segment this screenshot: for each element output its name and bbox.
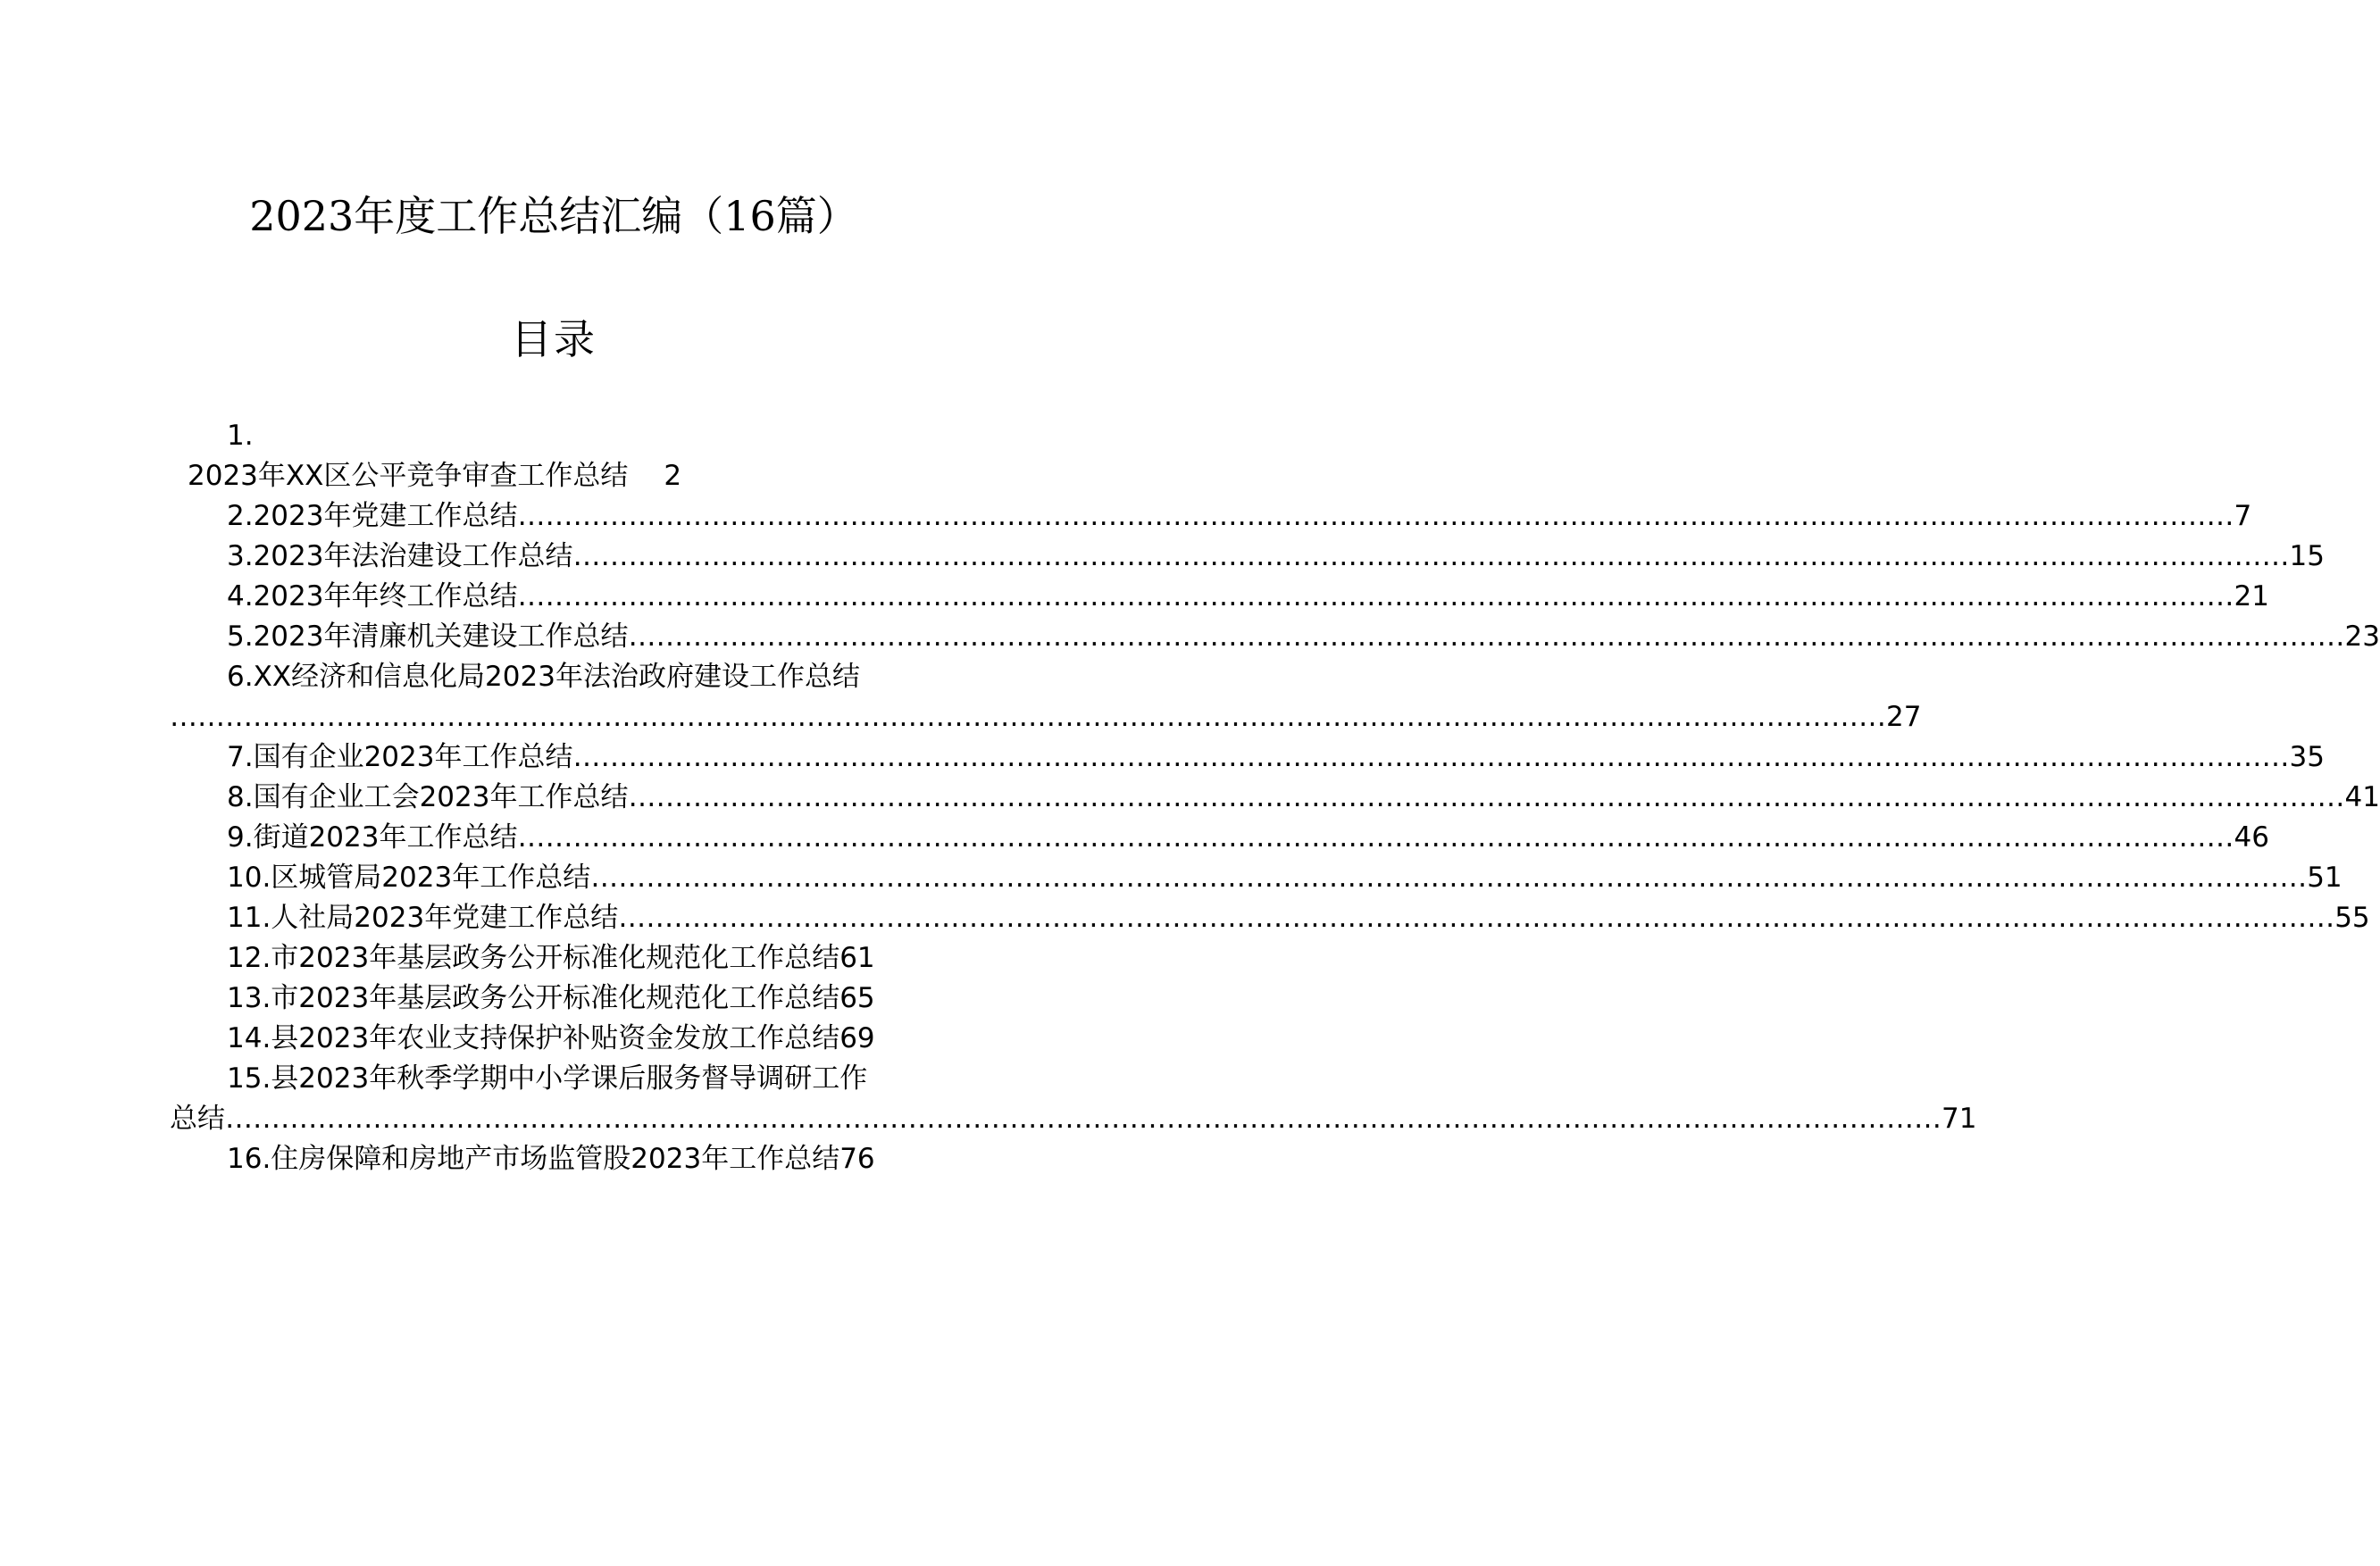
toc-entry-page: 27 xyxy=(1886,701,1922,733)
toc-entry-page: 55 xyxy=(2334,902,2370,934)
toc-entry-page: 7 xyxy=(2234,500,2252,532)
toc-entry[interactable] xyxy=(170,818,2269,858)
toc-entry-title: 13.市2023年基层政务公开标准化规范化工作总结 xyxy=(227,982,840,1014)
toc-entry[interactable] xyxy=(170,617,2380,657)
toc-entry[interactable] xyxy=(170,657,1922,737)
toc-leader-dots: …………………………………………………………………………………………………………………………………………………………………… xyxy=(590,862,2308,894)
toc-leader-dots: …………………………………………………………………………………………………………………………………………………………………… xyxy=(170,701,1886,733)
toc-entry-page: 69 xyxy=(839,1022,875,1054)
toc-entry-title: 5.2023年清廉机关建设工作总结 xyxy=(227,621,629,653)
toc-leader-dots: …………………………………………………………………………………………………………………………………………………………………… xyxy=(517,580,2234,612)
toc-leader-dots: …………………………………………………………………………………………………………………………………………………………………… xyxy=(517,821,2234,854)
toc-entry[interactable] xyxy=(170,938,938,979)
toc-entry-page: 2 xyxy=(664,460,682,492)
toc-entry[interactable] xyxy=(170,496,2252,537)
toc-entry-title: 10.区城管局2023年工作总结 xyxy=(227,862,591,894)
toc-entry-number: 1. xyxy=(227,420,254,452)
toc-entry[interactable] xyxy=(170,778,2380,818)
toc-entry-title: 7.国有企业2023年工作总结 xyxy=(227,741,573,773)
toc-entry-page: 21 xyxy=(2234,580,2269,612)
toc-entry-page: 61 xyxy=(839,942,875,974)
toc-entry-page: 41 xyxy=(2344,781,2380,813)
toc-entry[interactable] xyxy=(170,1019,938,1059)
toc-entry[interactable] xyxy=(170,979,938,1019)
toc-leader-dots: …………………………………………………………………………………………………………………………………………………………………… xyxy=(225,1103,1942,1135)
toc-leader-dots: …………………………………………………………………………………………………………………………………………………………………… xyxy=(517,500,2234,532)
toc-entry-title: 6.XX经济和信息化局2023年法治政府建设工作总结 xyxy=(227,661,860,693)
toc-entry-title: 11.人社局2023年党建工作总结 xyxy=(227,902,619,934)
toc-entry[interactable] xyxy=(170,1059,1977,1139)
toc-entry-title: 4.2023年年终工作总结 xyxy=(227,580,518,612)
toc-entry-title: 14.县2023年农业支持保护补贴资金发放工作总结 xyxy=(227,1022,840,1054)
toc-leader-dots: …………………………………………………………………………………………………………………………………………………………………… xyxy=(628,781,2345,813)
toc-entry-page: 65 xyxy=(839,982,875,1014)
toc-entry-page: 15 xyxy=(2289,540,2325,572)
toc-heading: 目录 xyxy=(511,315,597,363)
toc-entry-page: 51 xyxy=(2307,862,2342,894)
toc-entry[interactable] xyxy=(170,416,938,496)
document-title: 2023年度工作总结汇编（16篇） xyxy=(249,192,858,240)
toc-entry[interactable] xyxy=(170,1139,938,1179)
toc-entry[interactable] xyxy=(170,898,2370,938)
toc-entry-page: 71 xyxy=(1942,1103,1977,1135)
toc-entry-title: 3.2023年法治建设工作总结 xyxy=(227,540,573,572)
toc-entry-page: 35 xyxy=(2289,741,2325,773)
toc-entry[interactable] xyxy=(170,858,2342,898)
toc-entry-page: 76 xyxy=(839,1143,875,1175)
toc-entry-title: 16.住房保障和房地产市场监管股2023年工作总结 xyxy=(227,1143,840,1175)
toc-leader-dots: …………………………………………………………………………………………………………………………………………………………………… xyxy=(572,540,2290,572)
table-of-contents xyxy=(170,416,2380,1179)
toc-entry[interactable] xyxy=(170,737,2325,778)
toc-entry-title: 2.2023年党建工作总结 xyxy=(227,500,518,532)
toc-entry-title: 8.国有企业工会2023年工作总结 xyxy=(227,781,629,813)
toc-entry-page: 23 xyxy=(2344,621,2380,653)
toc-leader-dots: …………………………………………………………………………………………………………………………………………………………………… xyxy=(628,621,2345,653)
toc-entry[interactable] xyxy=(170,577,2269,617)
toc-entry[interactable] xyxy=(170,537,2325,577)
toc-leader-dots: …………………………………………………………………………………………………………………………………………………………………… xyxy=(618,902,2335,934)
toc-entry-title: 2023年XX区公平竞争审查工作总结 xyxy=(188,460,629,492)
toc-entry-page: 46 xyxy=(2234,821,2269,854)
toc-entry-title: 9.街道2023年工作总结 xyxy=(227,821,518,854)
toc-leader-dots: …………………………………………………………………………………………………………………………………………………………………… xyxy=(572,741,2290,773)
toc-entry-title: 12.市2023年基层政务公开标准化规范化工作总结 xyxy=(227,942,840,974)
toc-entry-title: 15.县2023年秋季学期中小学课后服务督导调研工作 xyxy=(227,1062,868,1095)
toc-entry-title-continued: 总结 xyxy=(170,1103,225,1135)
